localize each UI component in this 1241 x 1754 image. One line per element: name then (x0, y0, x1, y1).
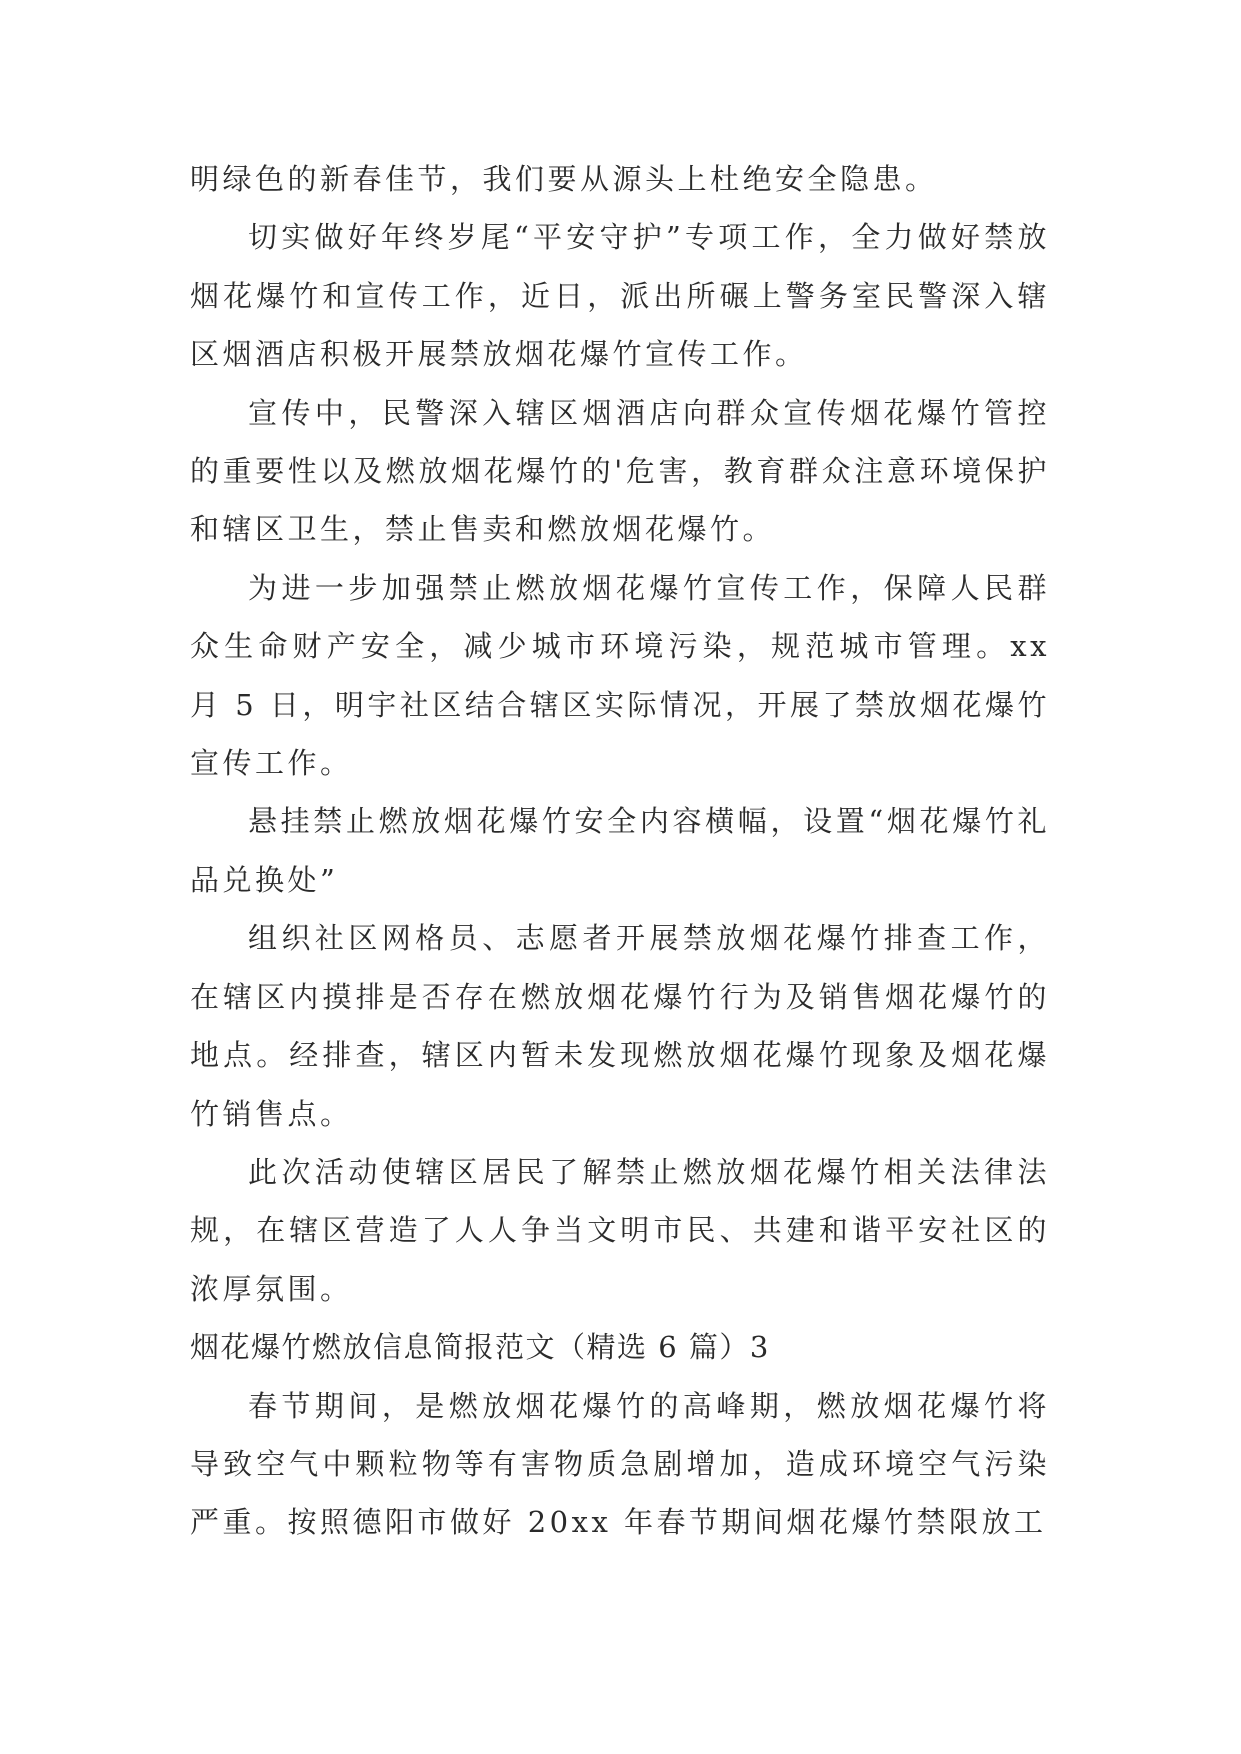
paragraph-inspection: 组织社区网格员、志愿者开展禁放烟花爆竹排查工作，在辖区内摸排是否存在燃放烟花爆竹行为及销售烟花爆竹的地点。经排查，辖区内暂未发现燃放烟花爆竹现象及烟花爆竹销售点。 (190, 921, 1050, 1131)
paragraph-community-campaign: 为进一步加强禁止燃放烟花爆竹宣传工作，保障人民群众生命财产安全，减少城市环境污染，规范城市管理。xx 月 5 日，明宇社区结合辖区实际情况，开展了禁放烟花爆竹宣传工作。 (190, 570, 1050, 781)
document-body (190, 150, 1050, 1552)
paragraph-spring-festival: 春节期间，是燃放烟花爆竹的高峰期，燃放烟花爆竹将导致空气中颗粒物等有害物质急剧增加，造成环境空气污染严重。按照德阳市做好 20xx 年春节期间烟花爆竹禁限放工 (190, 1388, 1050, 1540)
paragraph-publicity: 宣传中，民警深入辖区烟酒店向群众宣传烟花爆竹管控的重要性以及燃放烟花爆竹的'危害，教育群众注意环境保护和辖区卫生，禁止售卖和燃放烟花爆竹。 (190, 395, 1050, 547)
paragraph-banner: 悬挂禁止燃放烟花爆竹安全内容横幅，设置“烟花爆竹礼品兑换处” (190, 804, 1050, 897)
paragraph-safety-patrol: 切实做好年终岁尾“平安守护”专项工作，全力做好禁放烟花爆竹和宣传工作，近日，派出所碾上警务室民警深入辖区烟酒店积极开展禁放烟花爆竹宣传工作。 (190, 220, 1050, 372)
paragraph-outcome: 此次活动使辖区居民了解禁止燃放烟花爆竹相关法律法规，在辖区营造了人人争当文明市民、共建和谐平安社区的浓厚氛围。 (190, 1154, 1050, 1306)
paragraph-continuation: 明绿色的新春佳节，我们要从源头上杜绝安全隐患。 (190, 162, 938, 196)
section-heading: 烟花爆竹燃放信息简报范文（精选 6 篇）3 (190, 1330, 770, 1365)
